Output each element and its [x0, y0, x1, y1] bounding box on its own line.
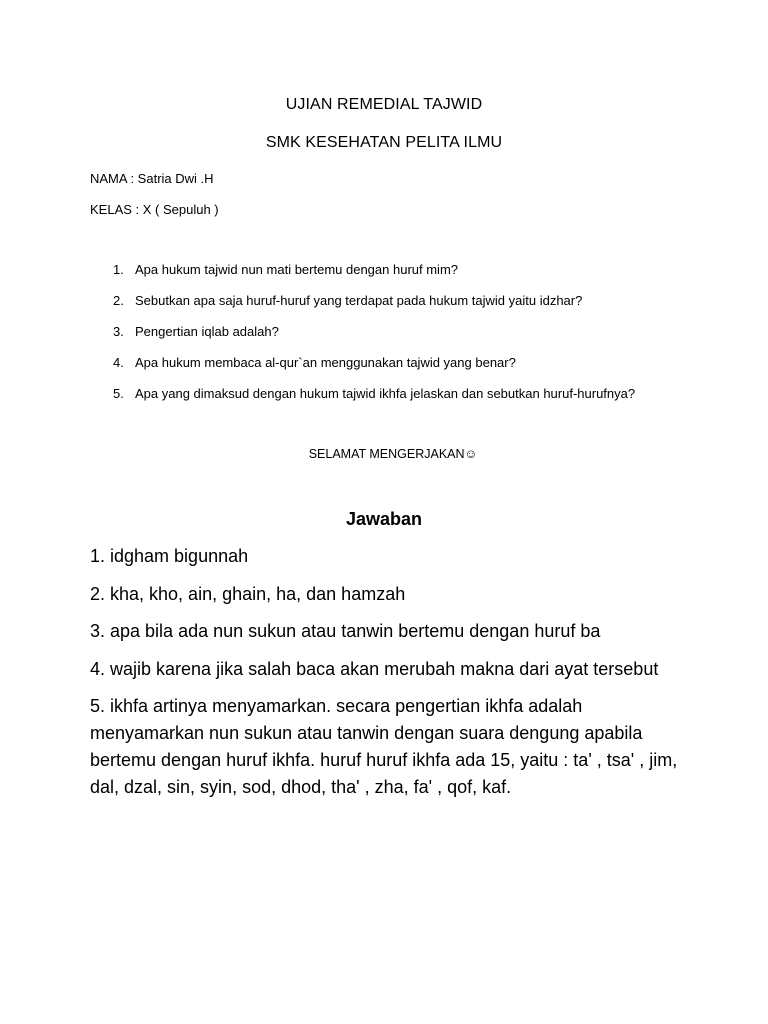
question-number: 1. [113, 262, 124, 277]
question-text: Sebutkan apa saja huruf-huruf yang terdapat pada hukum tajwid yaitu idzhar? [135, 293, 583, 308]
school-name: SMK KESEHATAN PELITA ILMU [265, 134, 503, 151]
answer-item: 2. kha, kho, ain, ghain, ha, dan hamzah [90, 583, 406, 604]
question-number: 3. [113, 324, 124, 339]
answer-item: 1. idgham bigunnah [90, 546, 249, 566]
closing-message: SELAMAT MENGERJAKAN☺ [308, 447, 478, 461]
student-name: NAMA : Satria Dwi .H [90, 171, 214, 186]
question-text: Apa yang dimaksud dengan hukum tajwid ikhfa jelaskan dan sebutkan huruf-hurufnya? [135, 386, 636, 401]
question-text: Pengertian iqlab adalah? [135, 324, 279, 339]
question-item [90, 293, 730, 324]
question-text: Apa hukum tajwid nun mati bertemu dengan huruf mim? [135, 262, 459, 277]
question-item [90, 355, 730, 386]
answer-item: 4. wajib karena jika salah baca akan merubah makna dari ayat tersebut [90, 658, 659, 679]
question-item [90, 386, 730, 417]
answer-list [90, 543, 680, 812]
question-text: Apa hukum membaca al-qur`an menggunakan tajwid yang benar? [135, 355, 516, 370]
student-class: KELAS : X ( Sepuluh ) [90, 202, 219, 217]
question-number: 4. [113, 355, 124, 370]
answer-heading: Jawaban [345, 509, 423, 529]
question-list [90, 262, 730, 417]
answer-item: 3. apa bila ada nun sukun atau tanwin bertemu dengan huruf ba [90, 621, 601, 641]
question-item [90, 324, 730, 355]
answer-item: 5. ikhfa artinya menyamarkan. secara pengertian ikhfa adalah menyamarkan nun sukun atau tanwin dengan suara dengung apabila bertemu dengan huruf ikhfa. huruf huruf ikhfa ada 15, yaitu : ta' , tsa' , jim, dal, dzal, sin, syin, sod, dhod, tha' , zha, fa' , qof, kaf. [90, 696, 678, 797]
exam-title: UJIAN REMEDIAL TAJWID [285, 96, 483, 113]
question-number: 2. [113, 293, 124, 308]
question-item [90, 262, 730, 293]
question-number: 5. [113, 386, 124, 401]
